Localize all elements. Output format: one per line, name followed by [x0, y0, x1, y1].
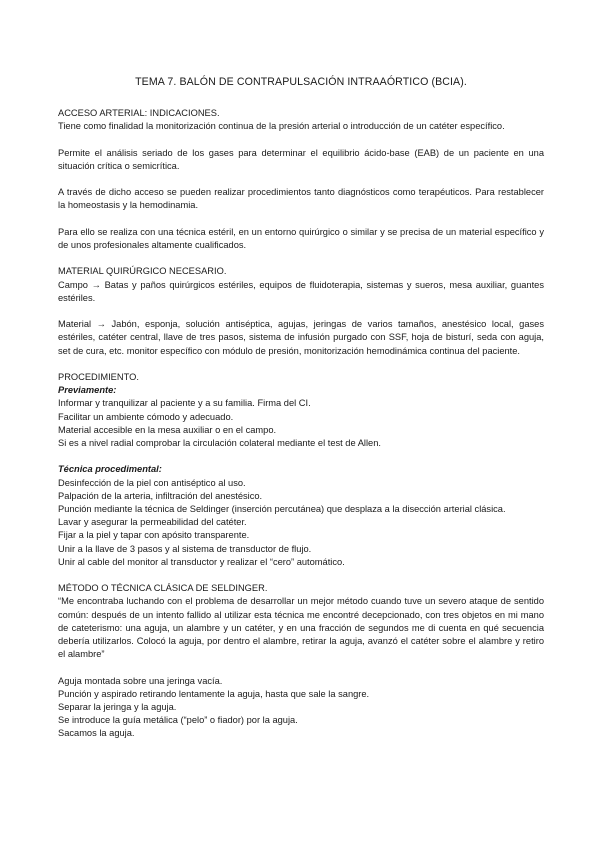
seldinger-step: Sacamos la aguja. — [58, 728, 135, 739]
section-material — [58, 265, 544, 357]
section-acceso — [58, 107, 544, 252]
tecnica-item: Punción mediante la técnica de Seldinger (inserción percutánea) que desplaza a la disección arterial clásica. — [58, 503, 506, 514]
section-procedimiento — [58, 371, 544, 569]
section-seldinger — [58, 582, 544, 740]
document-title: TEMA 7. BALÓN DE CONTRAPULSACIÓN INTRAAÓRTICO (BCIA). — [135, 76, 467, 88]
seldinger-heading: MÉTODO O TÉCNICA CLÁSICA DE SELDINGER. — [58, 583, 268, 594]
acceso-paragraph-3: A través de dicho acceso se pueden realizar procedimientos tanto diagnósticos como terapéuticos. Para restablecer la homeostasis y la hemodinamia. — [58, 187, 544, 211]
acceso-paragraph-1: Tiene como finalidad la monitorización continua de la presión arterial o introducción de un catéter específico. — [58, 121, 505, 132]
tecnica-item: Palpación de la arteria, infiltración del anestésico. — [58, 490, 263, 501]
acceso-paragraph-4: Para ello se realiza con una técnica estéril, en un entorno quirúrgico o similar y se precisa de un material específico y de unos profesionales altamente cualificados. — [58, 226, 544, 250]
material-material: Material → Jabón, esponja, solución antiséptica, agujas, jeringas de varios tamaños, anestésico local, gases estériles, catéter central, llave de tres pasos, sistema de infusión purgado con SSF, hoja de bisturí, seda con aguja, set de cura, etc. monitor específico con módulo de presión, monitorización hemodinámica continua del paciente. — [58, 319, 544, 356]
tecnica-item: Unir a la llave de 3 pasos y al sistema de transductor de flujo. — [58, 543, 312, 554]
procedimiento-heading: PROCEDIMIENTO. — [58, 371, 139, 382]
seldinger-quote: “Me encontraba luchando con el problema de desarrollar un mejor método cuando tuve un severo ataque de sentido común: después de un intento fallido al utilizar esta técnica me encontré decepcionado, con tres objetos en mi mano de cateterismo: una aguja, un alambre y un catéter, y en una fracción de segundos me di cuenta en qué secuencia debería utilizarlos. Colocó la aguja, por dentro el alambre, retirar la aguja, avanzó el catéter sobre el alambre y retiro el alambre” — [58, 596, 544, 660]
acceso-paragraph-2: Permite el análisis seriado de los gases para determinar el equilibrio ácido-base (EAB) de un paciente en una situación crítica o semicrítica. — [58, 147, 544, 171]
tecnica-item: Desinfección de la piel con antiséptico al uso. — [58, 477, 246, 488]
acceso-heading: ACCESO ARTERIAL: INDICACIONES. — [58, 108, 220, 118]
material-heading: MATERIAL QUIRÚRGICO NECESARIO. — [58, 266, 227, 277]
previamente-item: Informar y tranquilizar al paciente y a su familia. Firma del CI. — [58, 398, 311, 409]
seldinger-step: Aguja montada sobre una jeringa vacía. — [58, 675, 223, 686]
tecnica-item: Lavar y asegurar la permeabilidad del catéter. — [58, 517, 247, 528]
tecnica-item: Unir al cable del monitor al transductor y realizar el “cero” automático. — [58, 556, 345, 567]
previamente-item: Material accesible en la mesa auxiliar o en el campo. — [58, 424, 277, 435]
seldinger-step: Separar la jeringa y la aguja. — [58, 702, 177, 712]
material-campo: Campo → Batas y paños quirúrgicos estériles, equipos de fluidoterapia, sistemas y sueros, mesa auxiliar, guantes estériles. — [58, 279, 544, 303]
previamente-item: Facilitar un ambiente cómodo y adecuado. — [58, 411, 234, 422]
tecnica-label: Técnica procedimental: — [58, 464, 162, 475]
tecnica-item: Fijar a la piel y tapar con apósito transparente. — [58, 530, 250, 541]
previamente-item: Si es a nivel radial comprobar la circulación colateral mediante el test de Allen. — [58, 437, 381, 448]
seldinger-step: Se introduce la guía metálica (“pelo” o fiador) por la aguja. — [58, 715, 298, 726]
seldinger-step: Punción y aspirado retirando lentamente la aguja, hasta que sale la sangre. — [58, 688, 370, 699]
previamente-label: Previamente: — [58, 385, 117, 396]
